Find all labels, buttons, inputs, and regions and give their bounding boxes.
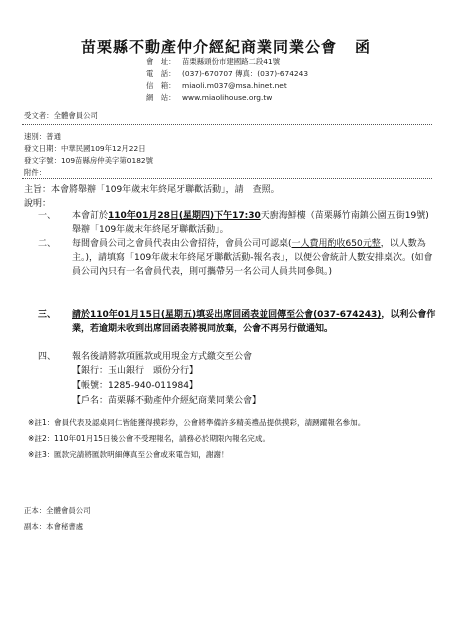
fee-note: 一人費用酌收650元整 [291,239,381,249]
item-number: 二、 [38,239,57,249]
divider [22,178,432,179]
primary-recipient: 正本：全體會員公司 [24,506,91,515]
org-phone: 電 話： (037)-670707 傳真：(037)-674243 [146,69,309,78]
explain-label: 說明： [24,199,52,209]
copy-recipient: 副本：本會秘書處 [24,522,84,531]
note-2: ※註2： 110年01月15日後公會不受理報名，請務必於期限內報名完成。 [28,434,271,443]
speed: 速別：普通 [24,132,61,141]
issue-number: 發文字號：109苗縣房仲美字第0182號 [24,156,153,165]
item-four: 四、 報名後請將款項匯款或用現金方式繳交至公會 [38,352,253,362]
item-number: 三、 [38,310,57,320]
subject: 主旨：本會將舉辦「109年歲末年終尾牙聯歡活動」，請 查照。 [24,185,280,195]
bank-info [72,364,261,409]
item-one: 一、 本會訂於110年01月28日(星期四)下午17:30天廚海鮮樓（苗栗縣竹南鎮公園五街19號)舉辦「109年歲末年終尾牙聯歡活動」。 [38,211,429,235]
org-email: 信 箱： miaoli.m037@msa.hinet.net [146,81,287,90]
event-date: 110年01月28日(星期四)下午17:30 [108,211,261,221]
document-title [0,36,452,57]
bank-holder: 【戶名：苗栗縣不動產仲介經紀商業同業公會】 [72,396,262,406]
attachment: 附件： [24,168,47,177]
deadline: 請於110年01月15日(星期五)填妥出席回函表並回傳至公會(037-674243) [72,310,382,320]
org-name: 苗栗縣不動產仲介經紀商業同業公會 [80,38,337,56]
item-three: 三、 請於110年01月15日(星期五)填妥出席回函表並回傳至公會(037-674243)，以利公會作業，若逾期未收到出席回函表將視同放棄，公會不再另行做通知。 [38,310,436,334]
doc-type: 函 [355,38,372,56]
note-1: ※註1： 會員代表及認桌同仁皆能獲得摸彩券，公會將準備許多精美禮品提供摸彩，請踴躍報名參加。 [28,418,366,427]
recipient: 受文者：全體會員公司 [24,111,98,120]
bank-name: 【銀行：玉山銀行 頭份分行】 [72,366,199,376]
org-address: 會 址： 苗栗縣頭份市建國路二段41號 [146,57,281,66]
note-3: ※註3： 匯款完請將匯款明細傳真至公會或來電告知，謝謝！ [28,450,229,459]
item-two: 二、 每間會員公司之會員代表由公會招待，會員公司可認桌(一人費用酌收650元整，以人數為主。)，請填寫「109年歲末年終尾牙聯歡活動-報名表」，以便公會統計人數安排桌次。(如會員公司內只有一名會員代表，則可攜帶另一名公司人員共同參與。) [38,239,433,277]
bank-account: 【帳號：1285-940-011984】 [72,381,198,391]
notes [28,416,436,464]
item-number: 四、 [38,352,57,362]
org-website: 網 站： www.miaolihouse.org.tw [146,93,273,102]
divider [22,124,432,125]
item-number: 一、 [38,211,57,221]
issue-date: 發文日期：中華民國109年12月22日 [24,144,146,153]
